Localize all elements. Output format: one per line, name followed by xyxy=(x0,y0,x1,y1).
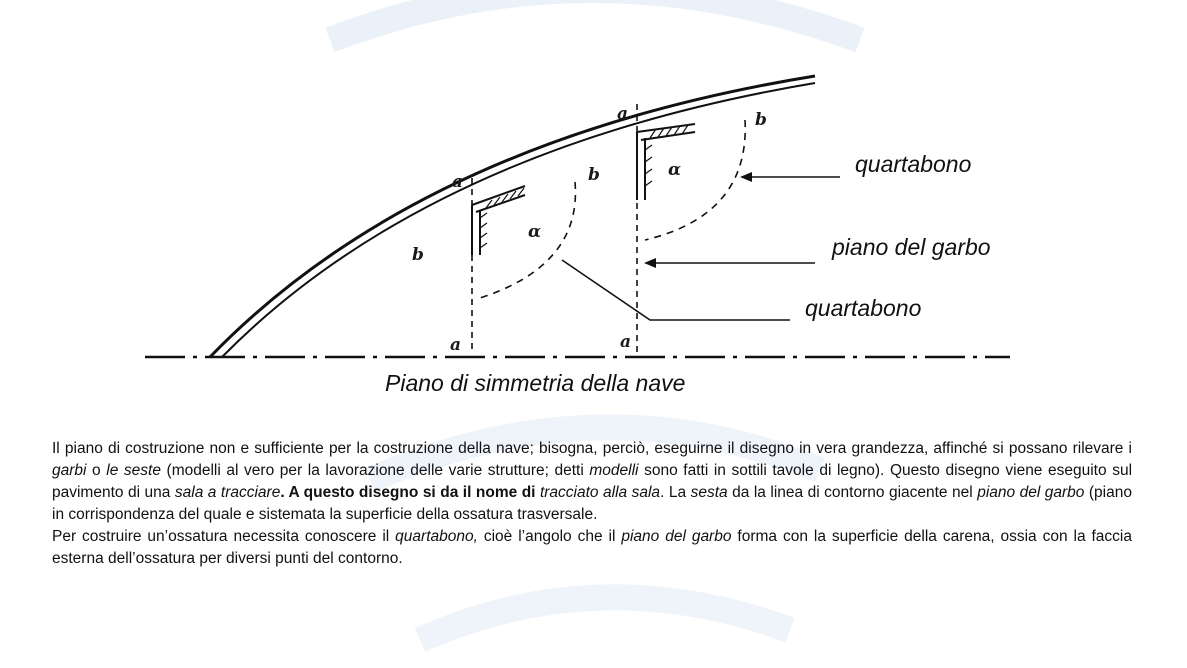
label-a-bottom-1: a xyxy=(450,335,462,355)
callout-quartabono-top: quartabono xyxy=(855,151,972,177)
paragraph-1: Il piano di costruzione non e sufficiente per la costruzione della nave; bisogna, perciò, eseguirne il disegno in vera grandezza, affinché si possano rilevare i garbi o le seste (modelli al vero per la lavorazione delle varie strutture; detti modelli sono fatti in sottili tavole di legno). Questo disegno viene eseguito sul pavimento di una sala a tracciare. A questo disegno si da il nome di tracciato alla sala. La sesta da la linea di contorno giacente nel piano del garbo (piano in corrispondenza del quale e sistemata la superficie della ossatura trasversale. xyxy=(52,440,1133,523)
frame-profile-2 xyxy=(637,124,695,200)
paragraph-2: Per costruire un’ossatura necessita conoscere il quartabono, cioè l’angolo che il piano del garbo forma con la superficie della carena, ossia con la faccia esterna dell’ossatura per diversi punti del contorno. xyxy=(52,528,1132,567)
callout-arrow-piano-garbo xyxy=(644,258,656,268)
callout-arrow-quartabono-top xyxy=(740,172,752,182)
label-b-right: b xyxy=(755,110,767,130)
hull-shell-inner xyxy=(222,83,815,357)
frame-profile-1 xyxy=(472,186,525,255)
label-a-top-2: a xyxy=(617,104,629,124)
label-b-left: b xyxy=(412,245,424,265)
callout-line-quartabono-bottom xyxy=(562,260,790,320)
callout-quartabono-bottom: quartabono xyxy=(805,295,922,321)
label-a-bottom-2: a xyxy=(620,332,632,352)
label-b-mid: b xyxy=(588,165,600,185)
label-alpha-1: α xyxy=(528,222,542,242)
callout-piano-del-garbo: piano del garbo xyxy=(832,234,991,260)
label-alpha-2: α xyxy=(668,160,682,180)
diagram-caption: Piano di simmetria della nave xyxy=(385,370,686,396)
label-a-top-1: a xyxy=(452,172,464,192)
body-text xyxy=(52,438,1132,570)
hull-shell-outer xyxy=(210,76,815,357)
